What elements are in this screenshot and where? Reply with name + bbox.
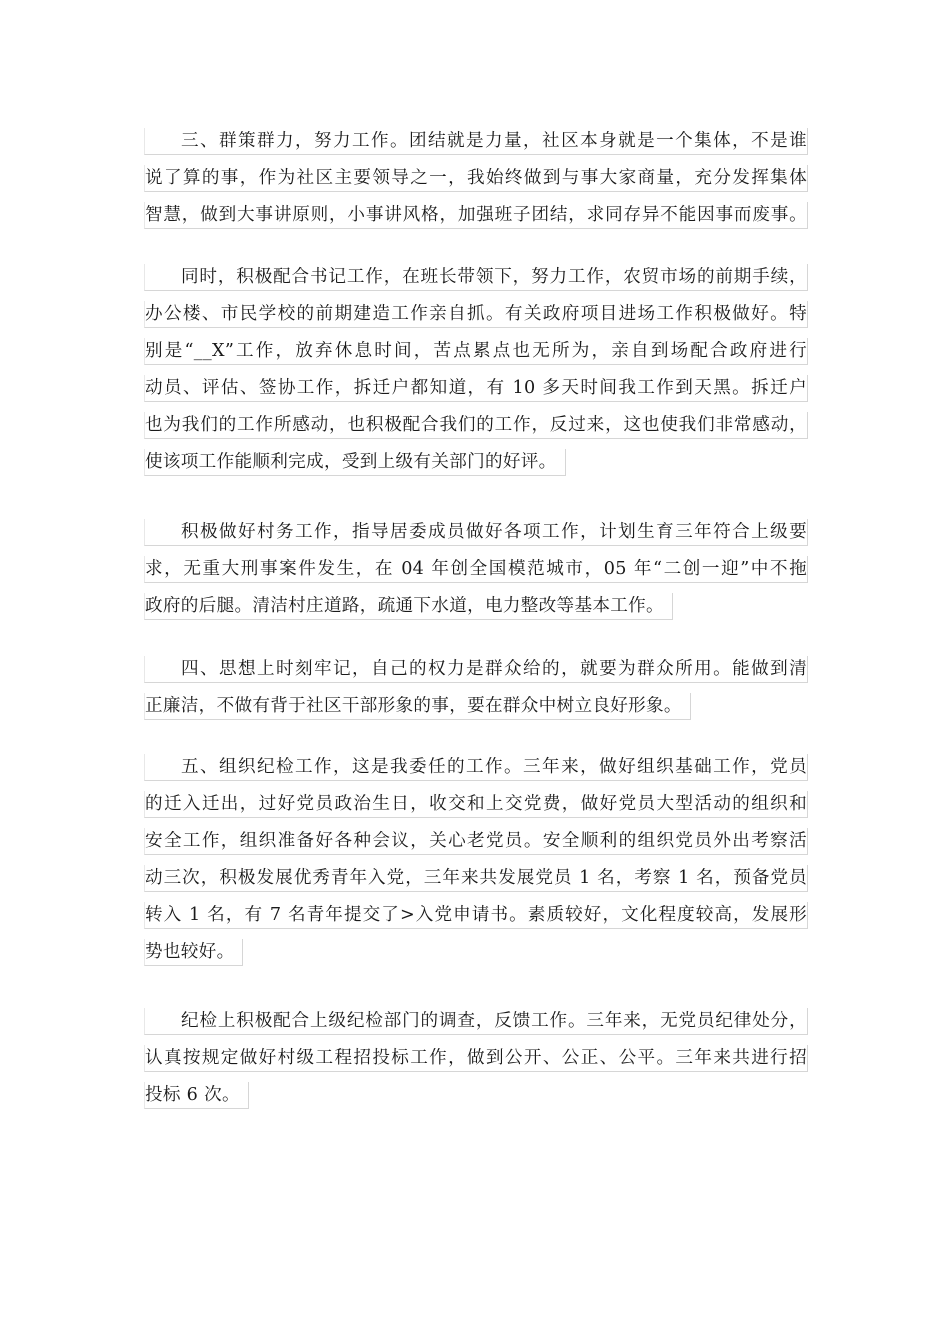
paragraph-cooperation-work (144, 264, 808, 486)
text-line: 积极做好村务工作，指导居委成员做好各项工作，计划生育三年符合上级要 (144, 519, 808, 546)
text-line: 投标 6 次。 (144, 1082, 249, 1109)
text-line: 政府的后腿。清洁村庄道路，疏通下水道，电力整改等基本工作。 (144, 593, 673, 620)
text-line: 五、组织纪检工作，这是我委任的工作。三年来，做好组织基础工作，党员 (144, 754, 808, 781)
text-line: 办公楼、市民学校的前期建造工作亲自抓。有关政府项目进场工作积极做好。特 (144, 301, 808, 328)
text-line: 智慧，做到大事讲原则，小事讲风格，加强班子团结，求同存异不能因事而废事。 (144, 202, 808, 229)
text-line: 动员、评估、签协工作，拆迁户都知道，有 10 多天时间我工作到天黑。拆迁户 (144, 375, 808, 402)
text-line: 说了算的事，作为社区主要领导之一，我始终做到与事大家商量，充分发挥集体 (144, 165, 808, 192)
text-line: 纪检上积极配合上级纪检部门的调查，反馈工作。三年来，无党员纪律处分， (144, 1008, 808, 1035)
text-line: 转入 1 名，有 7 名青年提交了>入党申请书。素质较好，文化程度较高，发展形 (144, 902, 808, 929)
text-line: 使该项工作能顺利完成，受到上级有关部门的好评。 (144, 449, 566, 476)
paragraph-organization-discipline (144, 754, 808, 976)
text-line: 四、思想上时刻牢记，自己的权力是群众给的，就要为群众所用。能做到清 (144, 656, 808, 683)
paragraph-group-collective-leadership (144, 128, 808, 239)
text-line: 也为我们的工作所感动，也积极配合我们的工作，反过来，这也使我们非常感动， (144, 412, 808, 439)
text-line: 的迁入迁出，过好党员政治生日，收交和上交党费，做好党员大型活动的组织和 (144, 791, 808, 818)
text-line: 安全工作，组织准备好各种会议，关心老党员。安全顺利的组织党员外出考察活 (144, 828, 808, 855)
text-line: 三、群策群力，努力工作。团结就是力量，社区本身就是一个集体，不是谁 (144, 128, 808, 155)
paragraph-discipline-inspection (144, 1008, 808, 1119)
text-line: 正廉洁，不做有背于社区干部形象的事，要在群众中树立良好形象。 (144, 693, 691, 720)
paragraph-village-affairs (144, 519, 808, 630)
text-line: 求，无重大刑事案件发生，在 04 年创全国模范城市，05 年“二创一迎”中不拖 (144, 556, 808, 583)
text-line: 认真按规定做好村级工程招投标工作，做到公开、公正、公平。三年来共进行招 (144, 1045, 808, 1072)
text-line: 动三次，积极发展优秀青年入党，三年来共发展党员 1 名，考察 1 名，预备党员 (144, 865, 808, 892)
text-line: 同时，积极配合书记工作，在班长带领下，努力工作，农贸市场的前期手续， (144, 264, 808, 291)
paragraph-integrity (144, 656, 808, 730)
text-line: 势也较好。 (144, 939, 243, 966)
text-line: 别是“__X”工作，放弃休息时间，苦点累点也无所为，亲自到场配合政府进行 (144, 338, 808, 365)
